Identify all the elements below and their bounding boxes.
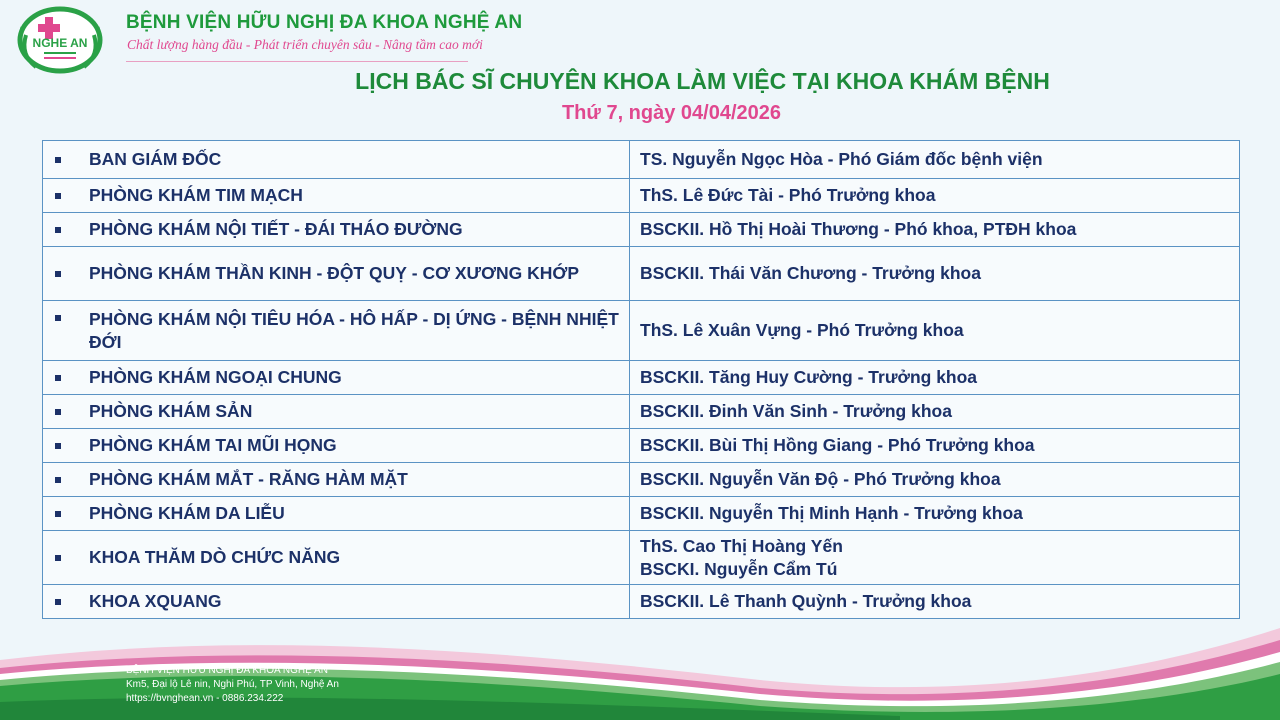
- doctor-cell: [630, 395, 1240, 429]
- hospital-slogan: Chất lượng hàng đầu - Phát triển chuyên sâu - Nâng tầm cao mới: [127, 37, 483, 52]
- department-name: PHÒNG KHÁM SẢN: [89, 401, 253, 421]
- bullet-icon: [55, 227, 61, 233]
- bullet-icon: [55, 193, 61, 199]
- doctor-name: BSCKI. Nguyễn Cẩm Tú: [640, 558, 838, 579]
- table-row: [43, 429, 1240, 463]
- department-cell: [43, 141, 630, 179]
- table-row: [43, 247, 1240, 301]
- department-name: PHÒNG KHÁM NỘI TIÊU HÓA - HÔ HẤP - DỊ ỨNG - BỆNH NHIỆT ĐỚI: [89, 308, 619, 352]
- doctor-cell: [630, 213, 1240, 247]
- doctor-name: BSCKII. Lê Thanh Quỳnh - Trưởng khoa: [640, 591, 972, 611]
- department-cell: [43, 395, 630, 429]
- doctor-name: ThS. Lê Đức Tài - Phó Trưởng khoa: [640, 185, 936, 205]
- doctor-name: BSCKII. Thái Văn Chương - Trưởng khoa: [640, 263, 981, 283]
- doctor-cell: [630, 531, 1240, 585]
- bullet-icon: [55, 511, 61, 517]
- department-name: BAN GIÁM ĐỐC: [89, 149, 222, 169]
- doctor-name: ThS. Cao Thị Hoàng Yến: [640, 535, 843, 556]
- footer-hospital-name: BỆNH VIỆN HỮU NGHỊ ĐA KHOA NGHỆ AN: [126, 665, 328, 676]
- bullet-icon: [55, 409, 61, 415]
- table-row: [43, 463, 1240, 497]
- hospital-name: BỆNH VIỆN HỮU NGHỊ ĐA KHOA NGHỆ AN: [126, 12, 523, 33]
- doctor-name: BSCKII. Bùi Thị Hồng Giang - Phó Trưởng khoa: [640, 435, 1035, 455]
- doctor-cell: [630, 429, 1240, 463]
- department-name: PHÒNG KHÁM DA LIỄU: [89, 503, 285, 523]
- doctor-name: BSCKII. Hồ Thị Hoài Thương - Phó khoa, PTĐH khoa: [640, 219, 1077, 239]
- bullet-icon: [55, 443, 61, 449]
- footer-info: [126, 664, 339, 706]
- department-name: PHÒNG KHÁM TIM MẠCH: [89, 185, 303, 205]
- hospital-logo-icon: [14, 5, 120, 75]
- department-name: KHOA THĂM DÒ CHỨC NĂNG: [89, 547, 341, 567]
- doctor-name: TS. Nguyễn Ngọc Hòa - Phó Giám đốc bệnh viện: [640, 149, 1043, 169]
- table-row: [43, 497, 1240, 531]
- doctor-cell: [630, 247, 1240, 301]
- department-cell: [43, 531, 630, 585]
- table-row: [43, 395, 1240, 429]
- department-cell: [43, 497, 630, 531]
- department-cell: [43, 247, 630, 301]
- bullet-icon: [55, 271, 61, 277]
- department-name: PHÒNG KHÁM NGOẠI CHUNG: [89, 367, 342, 387]
- department-name: PHÒNG KHÁM MẮT - RĂNG HÀM MẶT: [89, 469, 408, 489]
- doctor-cell: [630, 361, 1240, 395]
- doctor-cell: [630, 497, 1240, 531]
- doctor-name: BSCKII. Nguyễn Thị Minh Hạnh - Trưởng khoa: [640, 503, 1023, 523]
- bullet-icon: [55, 599, 61, 605]
- department-name: PHÒNG KHÁM THẦN KINH - ĐỘT QUỴ - CƠ XƯƠNG KHỚP: [89, 263, 579, 283]
- department-name: PHÒNG KHÁM NỘI TIẾT - ĐÁI THÁO ĐƯỜNG: [89, 219, 463, 239]
- department-cell: [43, 463, 630, 497]
- department-cell: [43, 213, 630, 247]
- department-cell: [43, 301, 630, 361]
- table-row: [43, 179, 1240, 213]
- slogan-divider: [126, 61, 468, 62]
- doctor-cell: [630, 301, 1240, 361]
- page-title: LỊCH BÁC SĨ CHUYÊN KHOA LÀM VIỆC TẠI KHOA KHÁM BỆNH: [355, 68, 1050, 94]
- table-row: [43, 531, 1240, 585]
- table-row: [43, 361, 1240, 395]
- bullet-icon: [55, 157, 61, 163]
- doctor-name: ThS. Lê Xuân Vựng - Phó Trưởng khoa: [640, 320, 964, 340]
- department-cell: [43, 361, 630, 395]
- logo-text: NGHE AN: [32, 36, 88, 50]
- doctor-cell: [630, 141, 1240, 179]
- bullet-icon: [55, 315, 61, 321]
- bullet-icon: [55, 477, 61, 483]
- bullet-icon: [55, 555, 61, 561]
- department-cell: [43, 179, 630, 213]
- doctor-name: BSCKII. Nguyễn Văn Độ - Phó Trưởng khoa: [640, 469, 1001, 489]
- doctor-name: BSCKII. Đinh Văn Sinh - Trưởng khoa: [640, 401, 952, 421]
- doctor-cell: [630, 179, 1240, 213]
- doctor-name: BSCKII. Tăng Huy Cường - Trưởng khoa: [640, 367, 978, 387]
- page-subtitle: Thứ 7, ngày 04/04/2026: [561, 102, 782, 124]
- bullet-icon: [55, 375, 61, 381]
- doctor-cell: [630, 463, 1240, 497]
- table-row: [43, 301, 1240, 361]
- footer-contact: https://bvnghean.vn - 0886.234.222: [126, 693, 284, 704]
- footer-address: Km5, Đại lộ Lê nin, Nghi Phú, TP Vinh, Nghệ An: [126, 679, 339, 690]
- schedule-table: [42, 140, 1240, 619]
- table-row: [43, 141, 1240, 179]
- department-cell: [43, 429, 630, 463]
- department-name: PHÒNG KHÁM TAI MŨI HỌNG: [89, 435, 337, 455]
- department-name: KHOA XQUANG: [89, 591, 222, 611]
- table-row: [43, 213, 1240, 247]
